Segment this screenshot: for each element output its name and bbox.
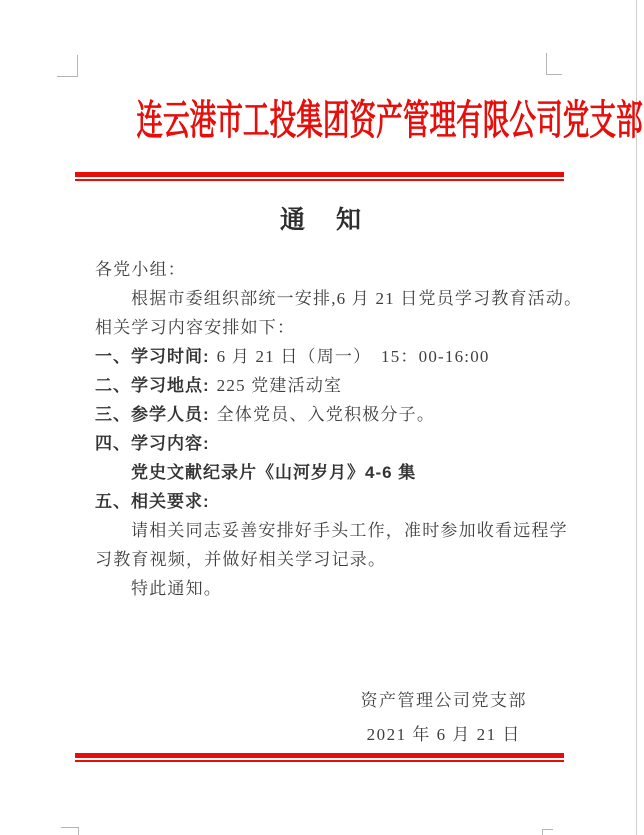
salutation-line: 各党小组： <box>95 260 186 279</box>
list-item-participants <box>95 400 550 429</box>
intro-line-2: 相关学习内容安排如下： <box>95 318 296 337</box>
list-item-participants-text: 全体党员、入党积极分子。 <box>216 405 436 424</box>
intro-line-1: 根据市委组织部统一安排,6 月 21 日党员学习教育活动。 <box>131 289 583 308</box>
letterhead-rule-thin <box>75 179 564 181</box>
notice-title: 通 知 <box>279 207 364 234</box>
content-highlight-text: 党史文献纪录片《山河岁月》4-6 集 <box>131 463 417 482</box>
letterhead <box>0 96 644 144</box>
list-item-place <box>95 371 550 400</box>
crop-mark-bottom-right <box>542 829 553 835</box>
list-item-time-label: 一、学习时间: <box>95 347 210 366</box>
list-item-place-label: 二、学习地点: <box>95 376 210 395</box>
list-item-content-label: 四、学习内容: <box>95 434 210 453</box>
list-item-place-text: 225 党建活动室 <box>216 376 343 395</box>
list-item-requirements <box>95 487 550 516</box>
footer-rule-thin <box>75 760 564 762</box>
letterhead-org-name: 连云港市工投集团资产管理有限公司党支部 <box>136 97 643 143</box>
signature-org: 资产管理公司党支部 <box>360 691 527 710</box>
list-item-requirements-label: 五、相关要求: <box>95 492 210 511</box>
request-line-2: 习教育视频，并做好相关学习记录。 <box>95 550 387 569</box>
crop-mark-bottom-left <box>61 827 79 835</box>
signature-block <box>361 684 528 752</box>
footer-rule-thick <box>75 753 564 758</box>
letterhead-rule-thick <box>75 172 564 177</box>
content-highlight-line <box>95 458 550 487</box>
crop-mark-top-left <box>57 55 78 77</box>
list-item-content <box>95 429 550 458</box>
list-item-time <box>95 342 550 371</box>
notice-body <box>95 255 583 603</box>
crop-mark-top-right <box>546 53 562 75</box>
closing-line: 特此通知。 <box>131 579 222 598</box>
list-item-time-text: 6 月 21 日（周一） 15：00-16:00 <box>216 347 490 366</box>
list-item-participants-label: 三、参学人员: <box>95 405 210 424</box>
request-line-1: 请相关同志妥善安排好手头工作，准时参加收看远程学 <box>131 521 568 540</box>
signature-date: 2021 年 6 月 21 日 <box>366 725 521 744</box>
